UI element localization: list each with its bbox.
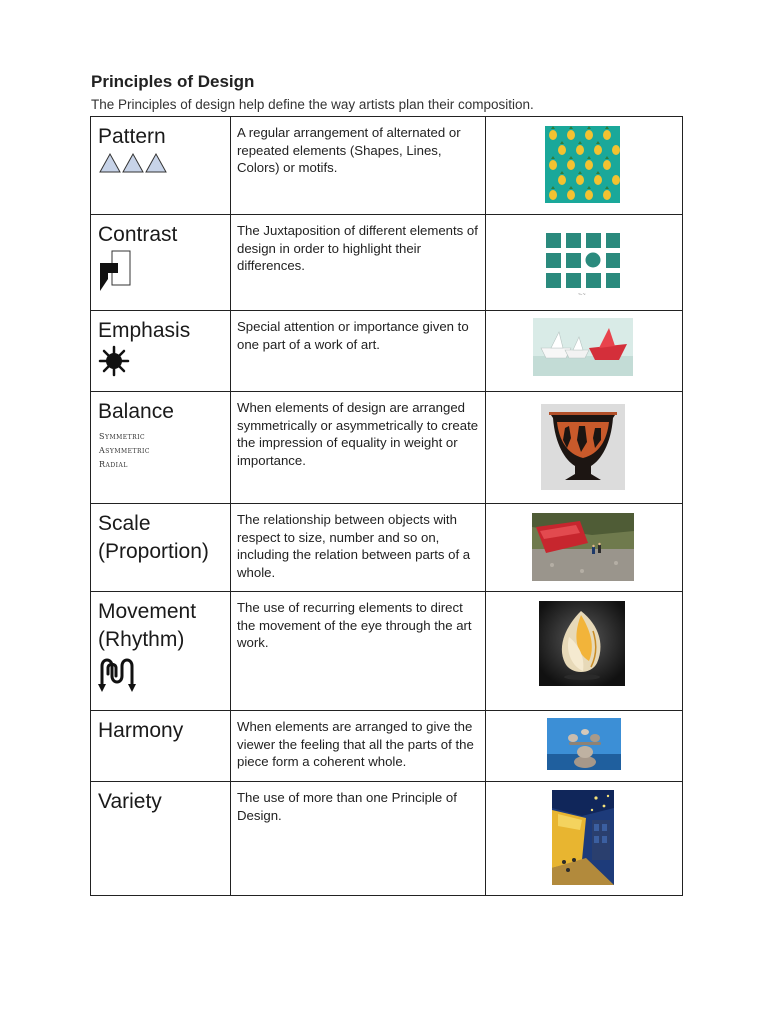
term-label-secondary: (Rhythm) [98, 628, 185, 651]
image-cell [486, 592, 683, 711]
table-row-movement [91, 592, 683, 711]
pineapple-pattern-image [545, 126, 620, 203]
description-text: The Juxtaposition of different elements of design in order to highlight their differences. [237, 223, 478, 274]
contrast-squares-icon [98, 249, 134, 295]
term-label: Variety [98, 790, 162, 813]
term-cell [91, 592, 231, 711]
description-text: Special attention or importance given to one part of a work of art. [237, 319, 469, 352]
teal-squares-grid-image [546, 233, 620, 289]
description-cell [231, 592, 486, 711]
description-cell [231, 392, 486, 504]
sun-burst-icon [98, 345, 130, 377]
term-cell [91, 782, 231, 896]
term-label: Movement [98, 600, 197, 623]
image-cell [486, 504, 683, 592]
term-cell [91, 215, 231, 311]
principles-table [90, 116, 683, 896]
spiral-sculpture-image [539, 601, 625, 686]
page-subtitle: The Principles of design help define the way artists plan their composition. [91, 97, 534, 112]
table-row-emphasis [91, 311, 683, 392]
image-cell [486, 711, 683, 782]
table-row-harmony [91, 711, 683, 782]
table-row-variety [91, 782, 683, 896]
description-text: The use of more than one Principle of Design. [237, 790, 457, 823]
term-cell [91, 711, 231, 782]
balanced-stones-image [547, 718, 621, 770]
balance-types-icon [99, 430, 230, 472]
term-label: Contrast [98, 223, 178, 246]
balance-label-symmetric: Symmetric [99, 432, 146, 441]
term-cell [91, 504, 231, 592]
rhythm-arrows-icon [98, 654, 136, 694]
table-row-contrast [91, 215, 683, 311]
description-cell [231, 504, 486, 592]
description-text: When elements of design are arranged symmetrically or asymmetrically to create the impression of equality in weight or importance. [237, 400, 479, 468]
term-label: Balance [98, 400, 174, 423]
term-label: Scale [98, 512, 151, 535]
page-title: Principles of Design [91, 72, 255, 91]
description-text: The use of recurring elements to direct the movement of the eye through the art work. [237, 600, 472, 651]
term-cell [91, 392, 231, 504]
table-row-pattern [91, 117, 683, 215]
image-cell [486, 215, 683, 311]
image-cell [486, 311, 683, 392]
term-label: Harmony [98, 719, 184, 742]
miniature-scale-image [532, 513, 634, 581]
term-cell [91, 311, 231, 392]
image-cell [486, 782, 683, 896]
description-text: The relationship between objects with respect to size, number and so on, including the relation between parts of a whole. [237, 512, 471, 580]
greek-vase-image [541, 404, 625, 490]
image-caption: ~·~ [578, 292, 586, 298]
term-label-secondary: (Proportion) [98, 540, 209, 563]
cafe-terrace-painting-image [552, 790, 614, 885]
image-cell [486, 392, 683, 504]
table-row-balance [91, 392, 683, 504]
table-row-scale [91, 504, 683, 592]
description-cell [231, 117, 486, 215]
balance-label-radial: Radial [99, 460, 128, 469]
term-label: Pattern [98, 125, 166, 148]
balance-label-asymmetric: Asymmetric [99, 446, 150, 455]
term-cell [91, 117, 231, 215]
paper-boats-image [533, 318, 633, 376]
triangles-icon [98, 151, 170, 175]
term-label: Emphasis [98, 319, 191, 342]
description-cell [231, 711, 486, 782]
description-text: A regular arrangement of alternated or repeated elements (Shapes, Lines, Colors) or motifs. [237, 125, 461, 176]
description-cell [231, 782, 486, 896]
image-cell [486, 117, 683, 215]
description-cell [231, 311, 486, 392]
description-cell [231, 215, 486, 311]
description-text: When elements are arranged to give the viewer the feeling that all the parts of the piece form a coherent whole. [237, 719, 474, 770]
